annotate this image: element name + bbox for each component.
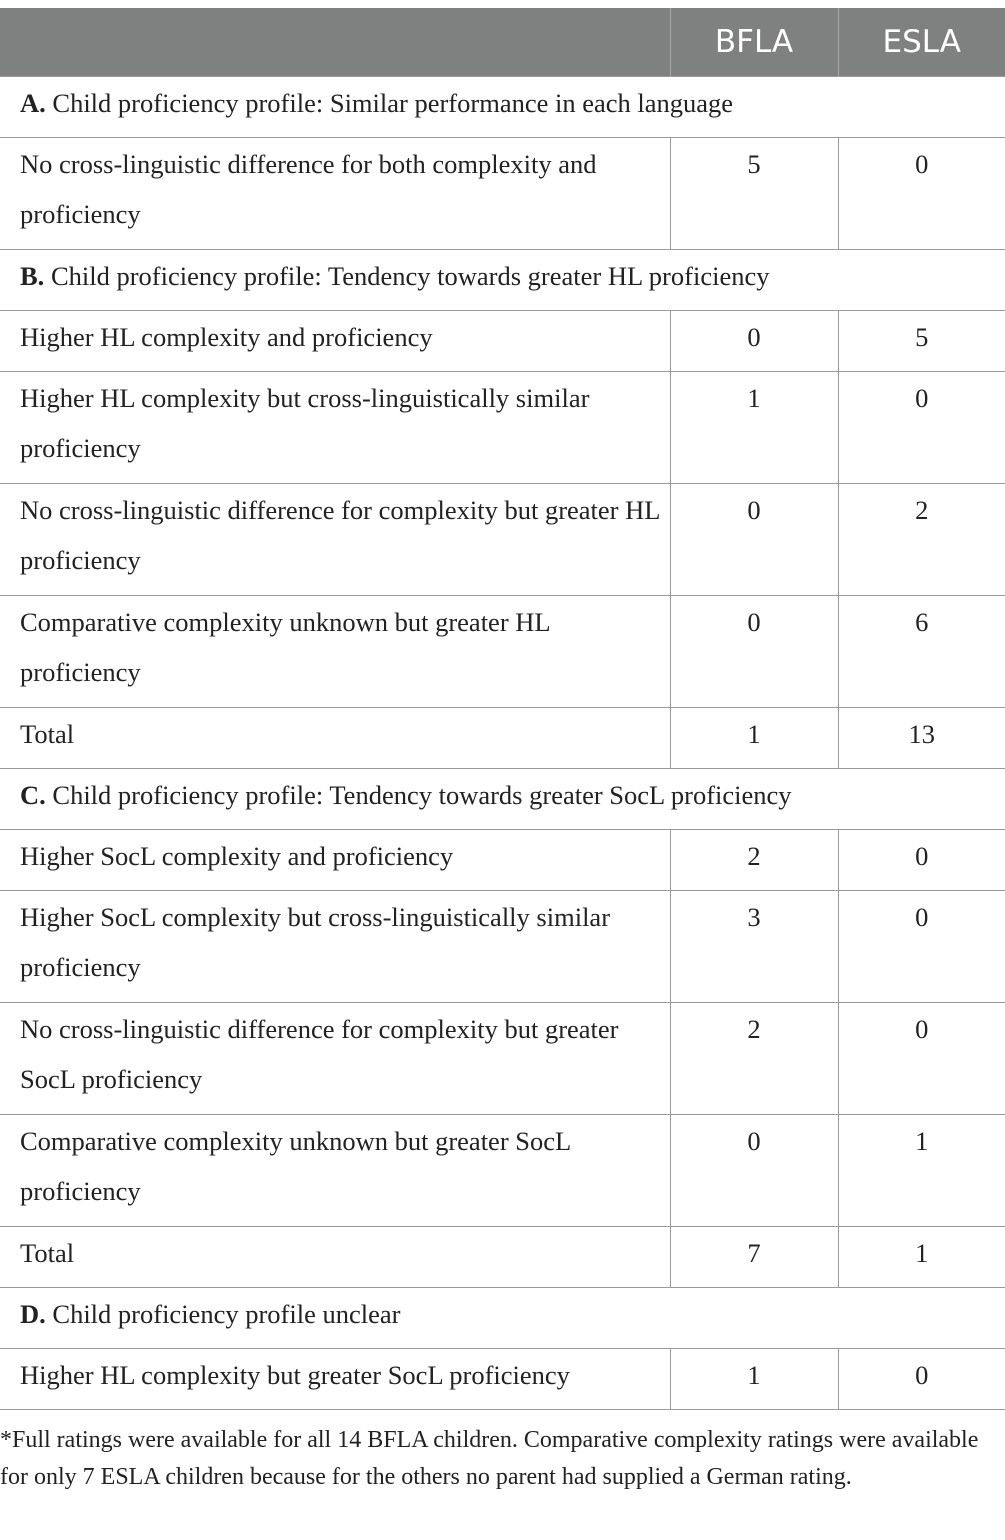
total-row [0, 708, 1005, 769]
row-label: Comparative complexity unknown but greater SocL proficiency [0, 1115, 670, 1227]
section-a-cell [0, 77, 1005, 138]
esla-value: 2 [838, 484, 1005, 596]
section-heading-d [0, 1288, 1005, 1349]
header-bfla: BFLA [670, 8, 838, 77]
bfla-value: 7 [670, 1227, 838, 1288]
row-label: No cross-linguistic difference for both complexity and proficiency [0, 138, 670, 250]
esla-value: 0 [838, 891, 1005, 1003]
section-b-cell [0, 250, 1005, 311]
esla-value: 0 [838, 830, 1005, 891]
section-d-title: Child proficiency profile unclear [52, 1299, 401, 1329]
section-c-title: Child proficiency profile: Tendency towards greater SocL proficiency [52, 780, 792, 810]
section-d-cell [0, 1288, 1005, 1349]
esla-value: 0 [838, 1349, 1005, 1410]
bfla-value: 3 [670, 891, 838, 1003]
table-row [0, 138, 1005, 250]
row-label: Higher HL complexity but cross-linguistically similar proficiency [0, 372, 670, 484]
total-row [0, 1227, 1005, 1288]
row-label: Higher SocL complexity and proficiency [0, 830, 670, 891]
table-row [0, 596, 1005, 708]
table-row [0, 484, 1005, 596]
esla-value: 1 [838, 1115, 1005, 1227]
header-empty-cell [0, 8, 670, 77]
bfla-value: 1 [670, 372, 838, 484]
section-a-letter: A. [20, 88, 46, 118]
row-label: No cross-linguistic difference for complexity but greater HL proficiency [0, 484, 670, 596]
table-row [0, 891, 1005, 1003]
section-a-title: Child proficiency profile: Similar performance in each language [52, 88, 734, 118]
bfla-value: 0 [670, 1115, 838, 1227]
row-label: Total [0, 1227, 670, 1288]
table-row [0, 1349, 1005, 1410]
bfla-value: 2 [670, 830, 838, 891]
esla-value: 0 [838, 372, 1005, 484]
section-c-letter: C. [20, 780, 46, 810]
esla-value: 13 [838, 708, 1005, 769]
proficiency-profile-table [0, 8, 1005, 1410]
section-heading-a [0, 77, 1005, 138]
bfla-value: 1 [670, 708, 838, 769]
table-row [0, 372, 1005, 484]
esla-value: 0 [838, 138, 1005, 250]
section-d-letter: D. [20, 1299, 46, 1329]
table-header-row [0, 8, 1005, 77]
table-row [0, 1115, 1005, 1227]
bfla-value: 0 [670, 596, 838, 708]
esla-value: 1 [838, 1227, 1005, 1288]
esla-value: 6 [838, 596, 1005, 708]
table-row [0, 830, 1005, 891]
bfla-value: 1 [670, 1349, 838, 1410]
bfla-value: 0 [670, 484, 838, 596]
row-label: Total [0, 708, 670, 769]
row-label: Higher HL complexity and proficiency [0, 311, 670, 372]
results-table-container [0, 8, 1005, 1410]
esla-value: 0 [838, 1003, 1005, 1115]
bfla-value: 5 [670, 138, 838, 250]
row-label: Comparative complexity unknown but greater HL proficiency [0, 596, 670, 708]
table-row [0, 1003, 1005, 1115]
section-c-cell [0, 769, 1005, 830]
bfla-value: 2 [670, 1003, 838, 1115]
table-row [0, 311, 1005, 372]
section-heading-c [0, 769, 1005, 830]
header-esla: ESLA [838, 8, 1005, 77]
bfla-value: 0 [670, 311, 838, 372]
row-label: Higher HL complexity but greater SocL proficiency [0, 1349, 670, 1410]
section-b-title: Child proficiency profile: Tendency towards greater HL proficiency [50, 261, 770, 291]
section-heading-b [0, 250, 1005, 311]
row-label: No cross-linguistic difference for complexity but greater SocL proficiency [0, 1003, 670, 1115]
row-label: Higher SocL complexity but cross-linguistically similar proficiency [0, 891, 670, 1003]
esla-value: 5 [838, 311, 1005, 372]
section-b-letter: B. [20, 261, 45, 291]
table-footnote: *Full ratings were available for all 14 BFLA children. Comparative complexity ratings were available for only 7 ESLA children because for the others no parent had supplied a German rating. [0, 1427, 979, 1490]
